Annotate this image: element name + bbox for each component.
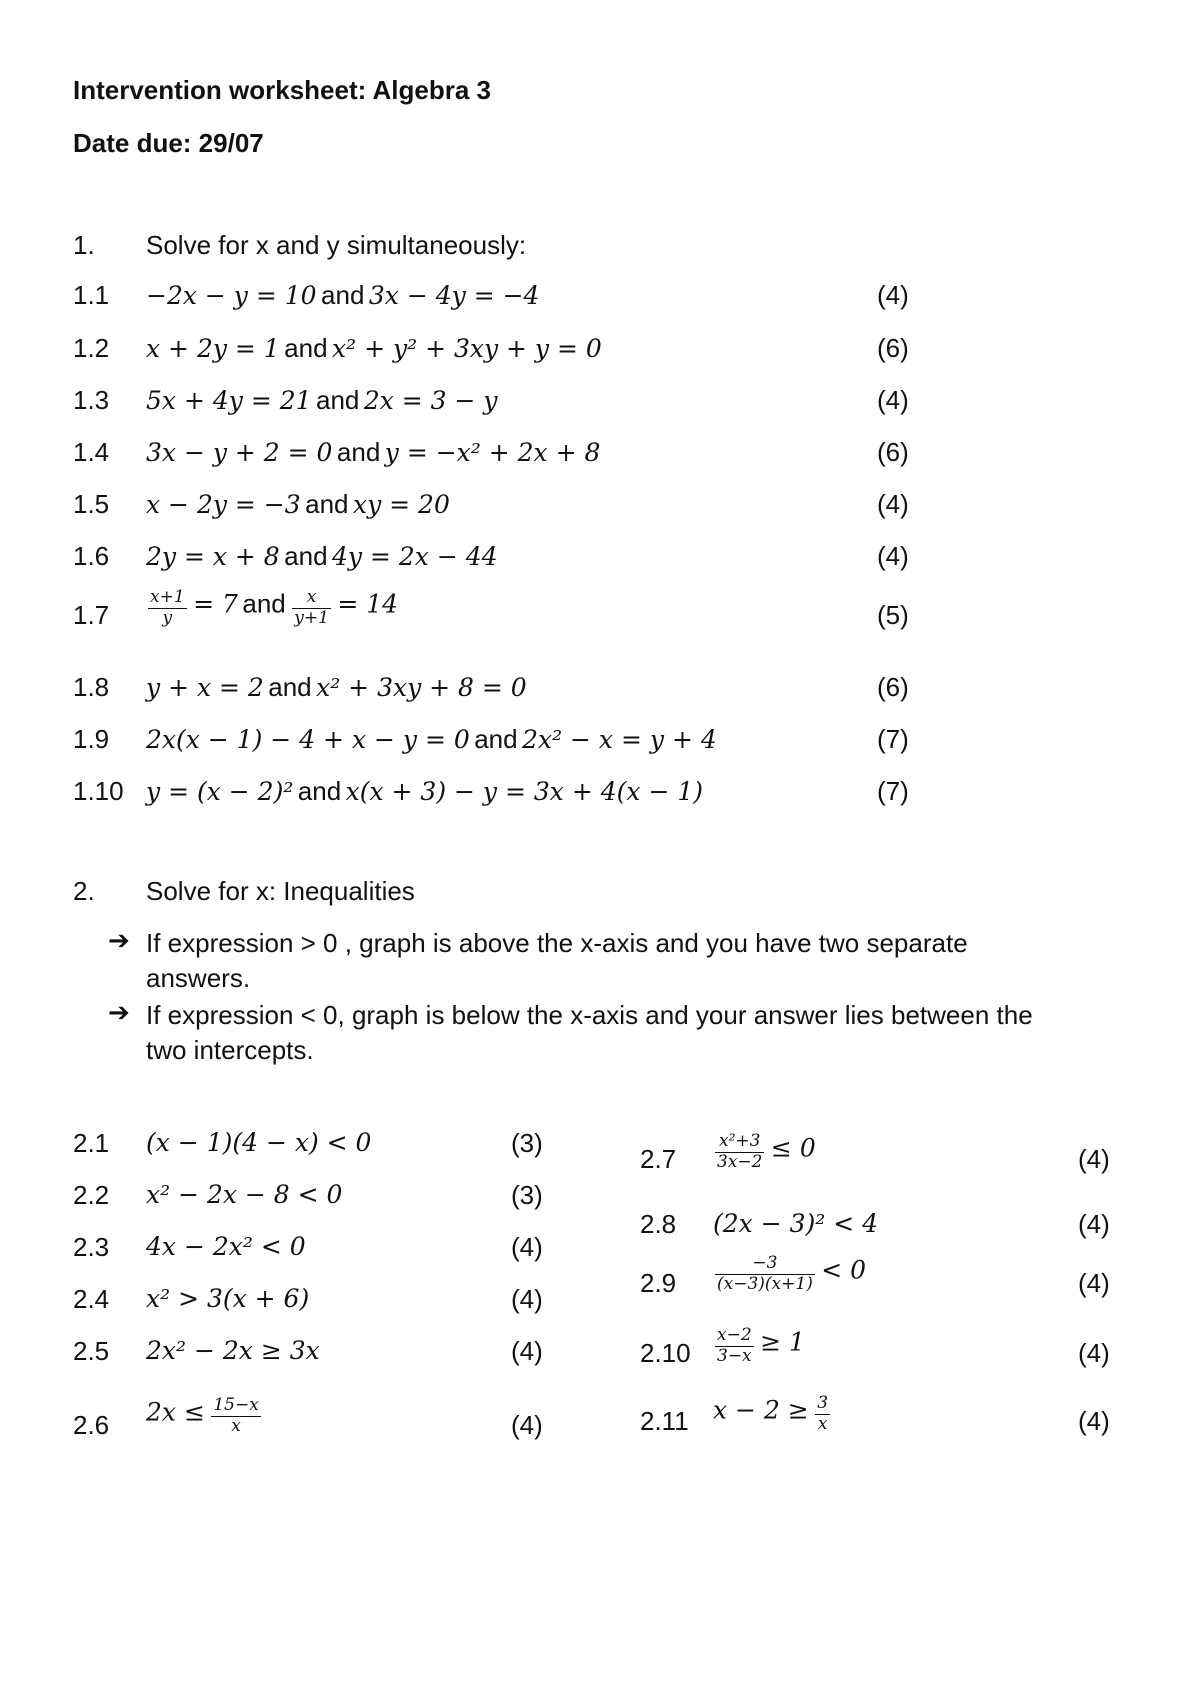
item-number: 1.10 bbox=[73, 776, 124, 806]
inequality-rhs: < 0 bbox=[821, 1255, 867, 1285]
denominator: y+1 bbox=[294, 607, 329, 628]
list-item bbox=[73, 1284, 573, 1324]
equation-b: x(x + 3) − y = 3x + 4(x − 1) bbox=[345, 777, 704, 806]
equation-b: x² + 3xy + 8 = 0 bbox=[316, 673, 527, 702]
equation-a: y + x = 2 bbox=[146, 673, 264, 702]
item-number: 2.2 bbox=[73, 1180, 110, 1210]
list-item bbox=[640, 1205, 1120, 1245]
list-item bbox=[73, 385, 1073, 425]
section1-heading: Solve for x and y simultaneously: bbox=[146, 230, 527, 260]
equation-pair bbox=[146, 724, 717, 755]
list-item bbox=[73, 437, 1073, 477]
equation-a: x − 2y = −3 bbox=[146, 490, 301, 519]
numerator: x+1 bbox=[150, 587, 185, 607]
item-number: 1.2 bbox=[73, 333, 110, 363]
marks: (7) bbox=[877, 724, 909, 754]
list-item bbox=[73, 672, 1073, 712]
inequality bbox=[713, 1326, 805, 1366]
due-date: Date due: 29/07 bbox=[73, 128, 264, 158]
equation-pair bbox=[146, 280, 539, 311]
denominator: 3−x bbox=[717, 1345, 752, 1366]
item-number: 2.10 bbox=[640, 1338, 691, 1368]
item-number: 1.5 bbox=[73, 489, 110, 519]
list-item bbox=[73, 333, 1073, 373]
arrow-bullet-icon: ➔ bbox=[108, 998, 130, 1028]
marks: (4) bbox=[1078, 1209, 1110, 1239]
list-item bbox=[640, 1326, 1120, 1386]
marks: (4) bbox=[877, 541, 909, 571]
bullet-text: If expression < 0, graph is below the x-axis and your answer lies between the bbox=[146, 1000, 1033, 1030]
numerator: x²+3 bbox=[719, 1131, 761, 1151]
section1-number: 1. bbox=[73, 230, 95, 260]
inequality: 4x − 2x² < 0 bbox=[146, 1232, 306, 1261]
equation-b: 3x − 4y = −4 bbox=[368, 281, 540, 310]
and-word: and bbox=[321, 280, 365, 310]
inequality: x² − 2x − 8 < 0 bbox=[146, 1180, 343, 1209]
numerator: x bbox=[306, 587, 317, 607]
fraction bbox=[148, 588, 187, 628]
equation-pair bbox=[146, 437, 600, 468]
list-item bbox=[73, 1336, 573, 1376]
item-number: 1.3 bbox=[73, 385, 110, 415]
inequality bbox=[146, 1396, 263, 1436]
list-item bbox=[640, 1394, 1120, 1454]
inequality-lhs: 2x ≤ bbox=[146, 1397, 205, 1427]
and-word: and bbox=[268, 672, 312, 702]
item-number: 2.9 bbox=[640, 1268, 677, 1298]
denominator: x bbox=[211, 1416, 260, 1437]
fraction bbox=[292, 588, 331, 628]
inequality: (2x − 3)² < 4 bbox=[713, 1209, 879, 1238]
and-word: and bbox=[315, 385, 360, 415]
equation-pair bbox=[146, 489, 450, 520]
marks: (4) bbox=[877, 385, 909, 415]
inequality: (x − 1)(4 − x) < 0 bbox=[146, 1128, 372, 1157]
equation-a: 2x(x − 1) − 4 + x − y = 0 bbox=[146, 725, 470, 754]
marks: (5) bbox=[877, 600, 909, 630]
worksheet-title: Intervention worksheet: Algebra 3 bbox=[73, 75, 492, 105]
fraction bbox=[211, 1396, 260, 1436]
list-item bbox=[640, 1132, 1120, 1192]
equation-a: 5x + 4y = 21 bbox=[146, 386, 312, 415]
item-number: 1.1 bbox=[73, 280, 110, 310]
marks: (4) bbox=[877, 280, 909, 310]
marks: (4) bbox=[877, 489, 909, 519]
equation-b: x² + y² + 3xy + y = 0 bbox=[332, 334, 602, 363]
equation-a-rest: = 7 bbox=[193, 589, 238, 619]
bullet-text: answers. bbox=[146, 963, 251, 993]
item-number: 2.4 bbox=[73, 1284, 110, 1314]
fraction bbox=[715, 1326, 754, 1366]
list-item bbox=[73, 588, 1073, 648]
marks: (3) bbox=[511, 1180, 543, 1210]
bullet-text: If expression > 0 , graph is above the x-axis and you have two separate bbox=[146, 928, 968, 958]
bullet-text: two intercepts. bbox=[146, 1035, 314, 1065]
equation-pair bbox=[146, 776, 703, 807]
inequality: 2x² − 2x ≥ 3x bbox=[146, 1336, 320, 1365]
marks: (4) bbox=[511, 1336, 543, 1366]
and-word: and bbox=[242, 588, 286, 619]
equation-b: y = −x² + 2x + 8 bbox=[384, 438, 601, 467]
equation-pair bbox=[146, 333, 602, 364]
list-item bbox=[73, 724, 1073, 764]
equation-a: 3x − y + 2 = 0 bbox=[146, 438, 333, 467]
and-word: and bbox=[305, 489, 349, 519]
equation-a: 2y = x + 8 bbox=[146, 542, 280, 571]
equation-pair bbox=[146, 385, 498, 416]
list-item bbox=[640, 1252, 1120, 1312]
item-number: 1.6 bbox=[73, 541, 110, 571]
list-item bbox=[73, 1232, 573, 1272]
inequality bbox=[713, 1394, 832, 1434]
list-item bbox=[73, 1396, 573, 1456]
item-number: 2.7 bbox=[640, 1144, 677, 1174]
section2-number: 2. bbox=[73, 876, 95, 906]
list-item bbox=[73, 1180, 573, 1220]
item-number: 2.5 bbox=[73, 1336, 110, 1366]
fraction bbox=[815, 1394, 830, 1434]
item-number: 2.6 bbox=[73, 1410, 110, 1440]
equation-b: 4y = 2x − 44 bbox=[332, 542, 498, 571]
list-item bbox=[73, 1128, 573, 1168]
item-number: 2.11 bbox=[640, 1406, 689, 1436]
marks: (6) bbox=[877, 672, 909, 702]
marks: (6) bbox=[877, 437, 909, 467]
item-number: 1.9 bbox=[73, 724, 110, 754]
denominator: 3x−2 bbox=[717, 1151, 763, 1172]
denominator: x bbox=[815, 1414, 830, 1435]
equation-b-rest: = 14 bbox=[337, 589, 399, 619]
list-item bbox=[73, 489, 1073, 529]
inequality-lhs: x − 2 ≥ bbox=[713, 1395, 809, 1425]
equation-b: 2x = 3 − y bbox=[363, 386, 498, 415]
denominator: y bbox=[148, 608, 187, 629]
list-item bbox=[73, 541, 1073, 581]
item-number: 2.1 bbox=[73, 1128, 110, 1158]
list-item bbox=[73, 280, 1073, 320]
equation-a: x + 2y = 1 bbox=[146, 334, 280, 363]
and-word: and bbox=[284, 333, 328, 363]
numerator: 3 bbox=[817, 1393, 829, 1413]
and-word: and bbox=[297, 776, 342, 806]
marks: (4) bbox=[511, 1410, 543, 1440]
marks: (4) bbox=[1078, 1144, 1110, 1174]
numerator: 15−x bbox=[213, 1395, 259, 1415]
inequality bbox=[713, 1254, 866, 1294]
item-number: 1.8 bbox=[73, 672, 110, 702]
marks: (7) bbox=[877, 776, 909, 806]
equation-a: y = (x − 2)² bbox=[146, 777, 294, 806]
item-number: 1.7 bbox=[73, 600, 110, 630]
item-number: 2.8 bbox=[640, 1209, 677, 1239]
equation-b: xy = 20 bbox=[352, 490, 450, 519]
equation-pair bbox=[146, 541, 498, 572]
marks: (4) bbox=[511, 1232, 543, 1262]
item-number: 2.3 bbox=[73, 1232, 110, 1262]
and-word: and bbox=[336, 437, 381, 467]
equation-pair bbox=[146, 588, 398, 628]
marks: (3) bbox=[511, 1128, 543, 1158]
arrow-bullet-icon: ➔ bbox=[108, 926, 130, 956]
and-word: and bbox=[474, 724, 518, 754]
marks: (4) bbox=[1078, 1268, 1110, 1298]
marks: (4) bbox=[1078, 1338, 1110, 1368]
inequality: x² > 3(x + 6) bbox=[146, 1284, 310, 1313]
inequality-rhs: ≤ 0 bbox=[770, 1133, 816, 1163]
fraction bbox=[715, 1132, 764, 1172]
equation-pair bbox=[146, 672, 527, 703]
marks: (4) bbox=[511, 1284, 543, 1314]
marks: (6) bbox=[877, 333, 909, 363]
marks: (4) bbox=[1078, 1406, 1110, 1436]
numerator: x−2 bbox=[717, 1325, 752, 1345]
denominator: (x−3)(x+1) bbox=[717, 1273, 813, 1294]
item-number: 1.4 bbox=[73, 437, 110, 467]
equation-b: 2x² − x = y + 4 bbox=[522, 725, 717, 754]
list-item bbox=[73, 776, 1073, 816]
numerator: −3 bbox=[752, 1253, 778, 1273]
inequality-rhs: ≥ 1 bbox=[760, 1327, 805, 1357]
fraction bbox=[715, 1254, 815, 1294]
inequality bbox=[713, 1132, 816, 1172]
section2-heading: Solve for x: Inequalities bbox=[146, 876, 415, 906]
equation-a: −2x − y = 10 bbox=[146, 281, 317, 310]
and-word: and bbox=[284, 541, 328, 571]
